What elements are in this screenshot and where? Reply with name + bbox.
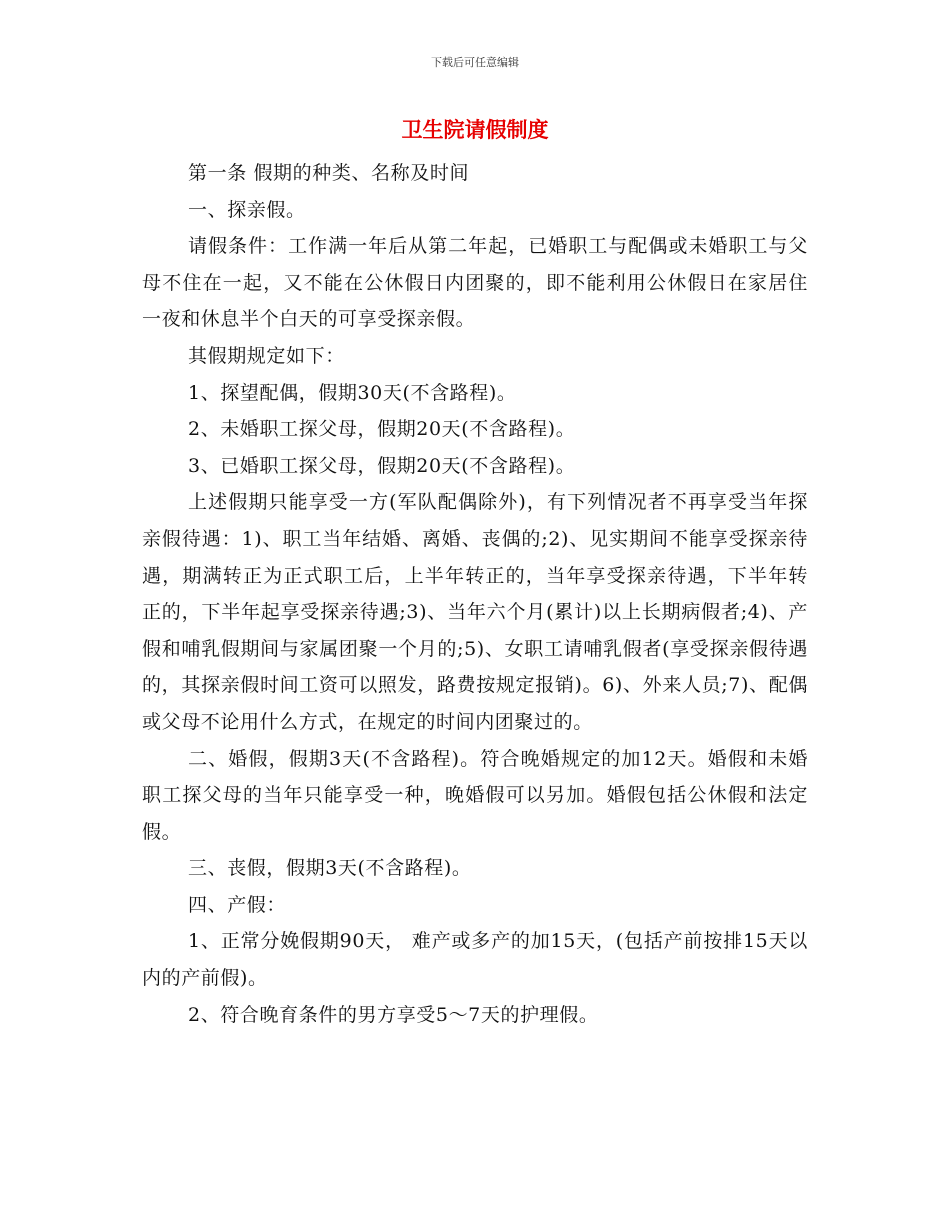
section-heading-maternity: 四、产假： <box>188 893 287 916</box>
list-item-spouse-visit: 1、探望配偶，假期30天(不含路程)。 <box>188 381 517 404</box>
section-heading-home-leave: 一、探亲假。 <box>188 198 306 221</box>
document-title: 卫生院请假制度 <box>401 118 549 142</box>
article-heading: 第一条 假期的种类、名称及时间 <box>188 162 470 184</box>
paragraph-leave-conditions: 请假条件：工作满一年后从第二年起，已婚职工与配偶或未婚职工与父母不住在一起，又不能在公休假日内团聚的，即不能利用公休假日在家居住一夜和休息半个白天的可享受探亲假。 <box>142 235 808 331</box>
paragraph-exclusions: 上述假期只能享受一方(军队配偶除外)，有下列情况者不再享受当年探亲假待遇：1)、职工当年结婚、离婚、丧偶的;2)、见实期间不能享受探亲待遇，期满转正为正式职工后，上半年转正的，当年享受探亲待遇，下半年转正的，下半年起享受探亲待遇;3)、当年六个月(累计)以上长期病假者;4)、产假和哺乳假期间与家属团聚一个月的;5)、女职工请哺乳假者(享受探亲假待遇的，其探亲假时间工资可以照发，路费按规定报销)。6)、外来人员;7)、配偶或父母不论用什么方式，在规定的时间内团聚过的。 <box>142 491 808 733</box>
list-item-unmarried-parents: 2、未婚职工探父母，假期20天(不含路程)。 <box>188 418 576 441</box>
document-body <box>142 155 808 1033</box>
paragraph-rules-intro: 其假期规定如下： <box>188 344 345 367</box>
list-item-married-parents: 3、已婚职工探父母，假期20天(不含路程)。 <box>188 454 576 477</box>
paragraph-marriage-leave: 二、婚假，假期3天(不含路程)。符合晚婚规定的加12天。婚假和未婚职工探父母的当年只能享受一种，晚婚假可以另加。婚假包括公休假和法定假。 <box>142 747 808 843</box>
paragraph-bereavement-leave: 三、丧假，假期3天(不含路程)。 <box>188 857 472 880</box>
list-item-paternity-care: 2、符合晚育条件的男方享受5～7天的护理假。 <box>188 1003 599 1026</box>
header-note: 下载后可任意编辑 <box>431 56 519 69</box>
list-item-maternity-days: 1、正常分娩假期90天， 难产或多产的加15天，(包括产前按排15天以内的产前假)。 <box>142 930 808 990</box>
